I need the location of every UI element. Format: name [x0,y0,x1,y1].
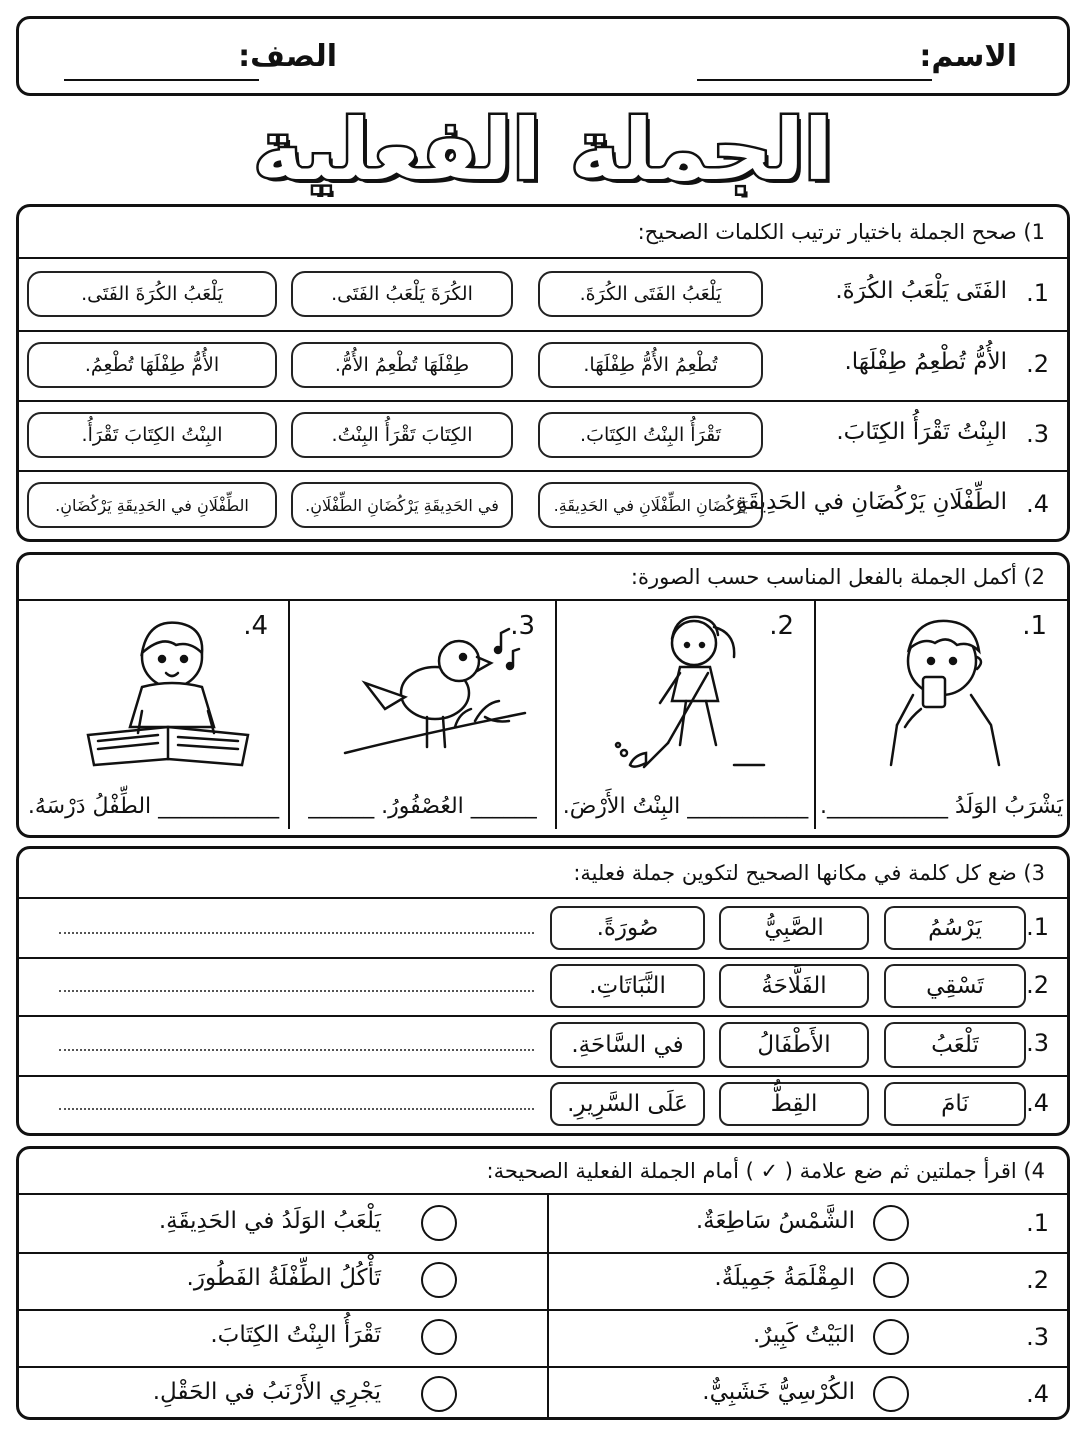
question-1-heading: 1) صحح الجملة باختيار ترتيب الكلمات الصحيح: [19,207,1067,259]
question-3 [16,846,1070,1136]
checkbox-circle[interactable] [421,1205,457,1241]
item-number: 1. [1026,1209,1049,1237]
picture-caption-2: ___________ البِنْتُ الأَرْضَ. [562,794,809,819]
word-card[interactable]: في السَّاحَةِ. [550,1022,705,1068]
order-option-1[interactable]: يَلْعَبُ الفَتَى الكُرَةَ. [538,271,763,317]
item-number: 3. [1026,1029,1049,1057]
header-box [16,16,1070,96]
item-number: 3. [1026,420,1049,448]
page-title: الجملة الفعلية [253,101,833,199]
original-sentence: الأُمُّ تُطْعِمُ طِفْلَهَا. [844,349,1007,375]
word-card[interactable]: نَامَ [884,1082,1026,1126]
row-divider [19,1015,1067,1017]
item-number: 1. [1026,279,1049,307]
item-number: 4. [1026,490,1049,518]
word-card[interactable]: النَّبَاتَاتِ. [550,964,705,1008]
picture-caption-4: ___________ الطِّفْلُ دَرْسَهُ. [27,794,280,819]
item-number: 2. [1026,350,1049,378]
sentence-option-right: البَيْتُ كَبِيرٌ. [752,1322,855,1348]
picture-number: 3. [510,611,535,641]
boy-drinking-illustration [847,613,1047,773]
picture-cell-1 [814,601,1067,829]
item-number: 2. [1026,1266,1049,1294]
checkbox-circle[interactable] [873,1205,909,1241]
sentence-option-left: يَجْرِي الأَرْنَبُ في الحَقْلِ. [152,1379,381,1405]
order-option-1[interactable]: تَقْرَأُ البِنْتُ الكِتَابَ. [538,412,763,458]
checkbox-circle[interactable] [421,1262,457,1298]
picture-number: 1. [1022,611,1047,641]
sentence-option-right: الكُرْسِيُّ خَشَبِيٌّ. [702,1379,855,1405]
order-option-1[interactable]: يَرْكُضَانِ الطِّفْلَانِ في الحَدِيقَةِ. [538,482,763,528]
word-card[interactable]: تَلْعَبُ [884,1022,1026,1068]
name-field[interactable] [697,79,932,81]
sentence-option-left: تَأْكُلُ الطِّفْلَةُ الفَطُورَ. [186,1265,381,1291]
word-card[interactable]: عَلَى السَّرِيرِ. [550,1082,705,1126]
checkbox-circle[interactable] [873,1376,909,1412]
row-divider [19,1366,1067,1368]
checkbox-circle[interactable] [873,1262,909,1298]
answer-line[interactable] [59,990,534,992]
picture-number: 4. [243,611,268,641]
picture-cell-2 [555,601,814,829]
answer-line[interactable] [59,932,534,934]
word-card[interactable]: الأَطْفَالُ [719,1022,869,1068]
checkbox-circle[interactable] [421,1376,457,1412]
word-card[interactable]: الفَلَّاحَةُ [719,964,869,1008]
column-divider [547,1195,549,1417]
order-option-1[interactable]: تُطْعِمُ الأُمُّ طِفْلَهَا. [538,342,763,388]
answer-line[interactable] [59,1049,534,1051]
word-card[interactable]: الصَّبِيُّ [719,906,869,950]
picture-cell-4 [19,601,288,829]
child-studying-illustration [68,613,268,773]
word-card[interactable]: يَرْسُمُ [884,906,1026,950]
row-divider [19,470,1067,472]
name-label: الاسم: [919,39,1017,74]
original-sentence: الطِّفْلَانِ يَرْكُضَانِ في الحَدِيقَةِ. [728,489,1007,515]
row-divider [19,330,1067,332]
item-number: 2. [1026,971,1049,999]
sentence-option-right: الشَّمْسُ سَاطِعَةٌ. [695,1208,855,1234]
order-option-3[interactable]: الطِّفْلَانِ في الحَدِيقَةِ يَرْكُضَانِ. [27,482,277,528]
answer-line[interactable] [59,1108,534,1110]
question-3-heading: 3) ضع كل كلمة في مكانها الصحيح لتكوين جملة فعلية: [19,849,1067,899]
word-card[interactable]: تَسْقِي [884,964,1026,1008]
order-option-3[interactable]: الأُمُّ طِفْلَهَا تُطْعِمُ. [27,342,277,388]
order-option-3[interactable]: البِنْتُ الكِتَابَ تَقْرَأُ. [27,412,277,458]
picture-caption-1: يَشْرَبُ الوَلَدُ ___________. [819,794,1063,819]
sentence-option-left: تَقْرَأُ البِنْتُ الكِتَابَ. [210,1322,381,1348]
row-divider [19,957,1067,959]
checkbox-circle[interactable] [873,1319,909,1355]
original-sentence: البِنْتُ تَقْرَأُ الكِتَابَ. [836,419,1007,445]
word-card[interactable]: القِطُّ [719,1082,869,1126]
class-field[interactable] [64,79,259,81]
class-label: الصف: [238,39,337,74]
order-option-2[interactable]: الكُرَةَ يَلْعَبُ الفَتَى. [291,271,513,317]
word-card[interactable]: صُورَةً. [550,906,705,950]
bird-singing-illustration [335,613,535,773]
girl-sweeping-illustration [594,613,794,773]
item-number: 3. [1026,1323,1049,1351]
order-option-3[interactable]: يَلْعَبُ الكُرَةَ الفَتَى. [27,271,277,317]
question-4-heading: 4) اقرأ جملتين ثم ضع علامة ( ✓ ) أمام الجملة الفعلية الصحيحة: [19,1149,1067,1195]
row-divider [19,400,1067,402]
sentence-option-left: يَلْعَبُ الوَلَدُ في الحَدِيقَةِ. [158,1208,381,1234]
row-divider [19,1075,1067,1077]
question-2 [16,552,1070,838]
item-number: 4. [1026,1089,1049,1117]
item-number: 4. [1026,1380,1049,1408]
item-number: 1. [1026,913,1049,941]
picture-number: 2. [769,611,794,641]
original-sentence: الفَتَى يَلْعَبُ الكُرَةَ. [835,278,1007,304]
row-divider [19,1252,1067,1254]
order-option-2[interactable]: طِفْلَهَا تُطْعِمُ الأُمُّ. [291,342,513,388]
picture-caption-3: ______ العُصْفُورُ. ______ [308,794,537,819]
sentence-option-right: المِقْلَمَةُ جَمِيلَةٌ. [714,1265,855,1291]
order-option-2[interactable]: الكِتَابَ تَقْرَأُ البِنْتُ. [291,412,513,458]
order-option-2[interactable]: في الحَدِيقَةِ يَرْكُضَانِ الطِّفْلَانِ. [291,482,513,528]
checkbox-circle[interactable] [421,1319,457,1355]
question-4 [16,1146,1070,1420]
question-1 [16,204,1070,542]
question-2-heading: 2) أكمل الجملة بالفعل المناسب حسب الصورة: [19,555,1067,601]
picture-cell-3 [288,601,555,829]
row-divider [19,1309,1067,1311]
